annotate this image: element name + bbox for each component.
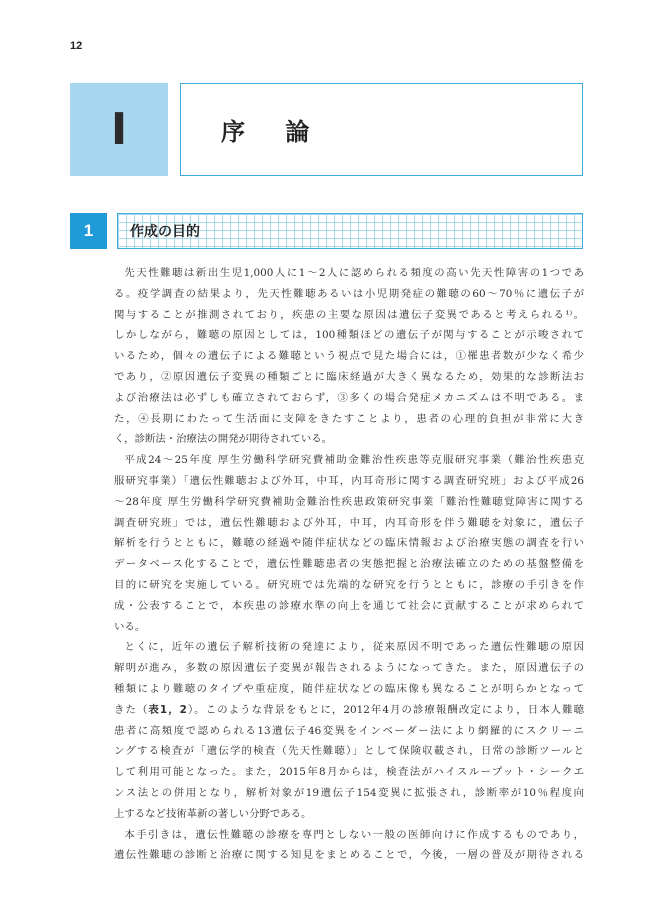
- paragraph-line: 関与することが推測されており，疾患の主要な原因は遺伝子変異であると考えられる¹⁾。: [114, 308, 584, 321]
- paragraph-line: とくに，近年の遺伝子解析技術の発達により，従来原因不明であった遺伝性難聴の原因: [124, 641, 584, 654]
- paragraph-line: ングする検査が「遺伝学的検査（先天性難聴）」として保険収載され，日常の診断ツールと: [114, 745, 584, 758]
- chapter-numeral: I: [110, 103, 128, 155]
- section-number-block: [70, 213, 107, 249]
- paragraph-line: データベース化することで，遺伝性難聴患者の実態把握と治療法確立のための基盤整備を: [114, 558, 584, 571]
- paragraph-line: 種類により難聴のタイプや重症度，随伴症状などの臨床像も異なることが明らかとなって: [114, 682, 584, 695]
- chapter-title-box: [180, 83, 583, 176]
- chapter-title: 序 論: [221, 118, 326, 146]
- paragraph-line: いる。: [114, 620, 146, 633]
- paragraph-line: よび治療法は必ずしも確立されておらず，③多くの場合発症メカニズムは不明である。ま: [114, 391, 584, 404]
- chapter-number-block: [70, 83, 168, 176]
- paragraph-line-part: ）。このような背景をもとに，2012年4月の診療報酬改定により，日本人難聴: [186, 703, 584, 716]
- paragraph-line: 成・公表することで，本疾患の診療水準の向上を通じて社会に貢献することが求められて: [114, 599, 584, 612]
- section-title-box: [117, 213, 583, 249]
- paragraph-line-with-table-ref: [114, 700, 584, 721]
- paragraph-line: 患者に高頻度で認められる13遺伝子46変異をインベーダー法により網羅的にスクリーニ: [114, 724, 584, 737]
- paragraph-line: 先天性難聴は新出生児1,000人に1～2人に認められる頻度の高い先天性障害の1つであ: [124, 267, 584, 279]
- section-title: 作成の目的: [130, 224, 200, 240]
- paragraph-line: いるため，個々の遺伝子による難聴という視点で見た場合には，①罹患者数が少なく希少: [114, 350, 584, 363]
- paragraph-line: 上するなど技術革新の著しい分野である。: [114, 807, 312, 820]
- section-number: 1: [83, 221, 94, 240]
- table-reference: 表1，2: [148, 703, 187, 716]
- paragraph-line: であり，②原因遺伝子変異の種類ごとに臨床経過が大きく異なるため，効果的な診断法お: [114, 370, 584, 383]
- paragraph-line: 目的に研究を実施している。研究班では先端的な研究を行うとともに，診療の手引きを作: [114, 578, 584, 591]
- paragraph-line: く，診断法・治療法の開発が期待されている。: [114, 433, 332, 446]
- paragraph-line: 解析を行うとともに，難聴の経過や随伴症状などの臨床情報および治療実態の調査を行い: [114, 537, 584, 550]
- paragraph-line: る。疫学調査の結果より，先天性難聴あるいは小児期発症の難聴の60～70％に遺伝子が: [114, 287, 584, 300]
- paragraph-line: 服研究事業）「遺伝性難聴および外耳，中耳，内耳奇形に関する調査研究班」および平成26: [114, 474, 584, 487]
- paragraph-line: して利用可能となった。また，2015年8月からは，検査法がハイスループット・シークエ: [114, 766, 584, 779]
- paragraph-line: ンス法との併用となり，解析対象が19遺伝子154変異に拡張され，診断率が10％程度向: [114, 786, 584, 799]
- body-text: [114, 263, 584, 866]
- paragraph-line: 調査研究班」では，遺伝性難聴および外耳，中耳，内耳奇形を伴う難聴を対象に，遺伝子: [114, 516, 584, 529]
- page-number: 12: [70, 40, 83, 52]
- paragraph-line: 平成24～25年度 厚生労働科学研究費補助金難治性疾患等克服研究事業（難治性疾患克: [124, 454, 584, 467]
- paragraph-line: 本手引きは，遺伝性難聴の診療を専門としない一般の医師向けに作成するものであり，: [124, 828, 584, 841]
- paragraph-line: しかしながら，難聴の原因としては，100種類ほどの遺伝子が関与することが示唆されて: [114, 329, 584, 342]
- paragraph-line: 解明が進み，多数の原因遺伝子変異が報告されるようになってきた。また，原因遺伝子の: [114, 662, 584, 675]
- paragraph-line-part: きた（: [114, 703, 149, 716]
- paragraph-line: ～28年度 厚生労働科学研究費補助金難治性疾患政策研究事業「難治性難聴覚障害に関する: [114, 495, 584, 508]
- paragraph-line: た，④長期にわたって生活面に支障をきたすことより，患者の心理的負担が非常に大き: [114, 412, 584, 425]
- paragraph-line: 遺伝性難聴の診断と治療に関する知見をまとめることで，今後，一層の普及が期待される: [114, 849, 584, 862]
